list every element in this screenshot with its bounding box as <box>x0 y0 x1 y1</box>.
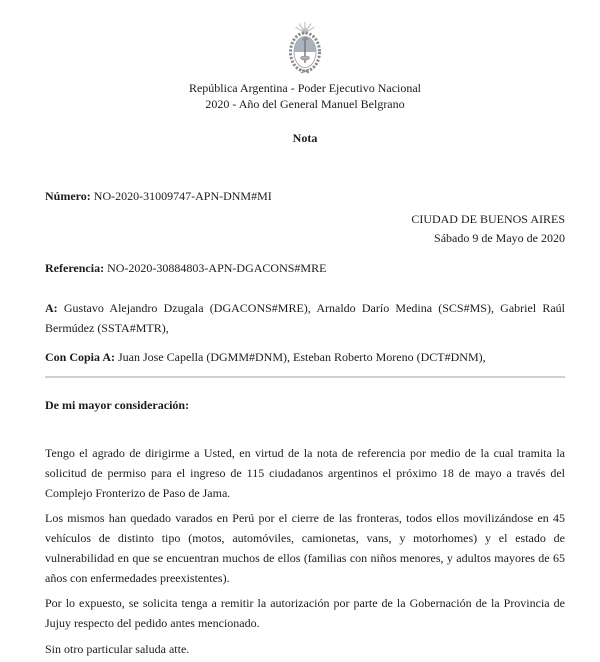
argentina-coat-of-arms-icon <box>45 0 565 74</box>
org-line-1: República Argentina - Poder Ejecutivo Nacional <box>188 81 422 95</box>
referencia-value: NO-2020-30884803-APN-DGACONS#MRE <box>107 261 327 275</box>
referencia-label: Referencia: <box>45 261 105 275</box>
separator-divider <box>45 376 565 378</box>
recipients-value: Gustavo Alejandro Dzugala (DGACONS#MRE), Arnaldo Darío Medina (SCS#MS), Gabriel Raúl Bermúdez (SSTA#MTR), <box>45 301 566 335</box>
place-date-block <box>45 210 565 248</box>
recipients-label: A: <box>45 301 58 315</box>
body-paragraph-1: Tengo el agrado de dirigirme a Usted, en virtud de la nota de referencia por medio de la cual tramita la solicitud de permiso para el ingreso de 115 ciudadanos argentinos el próximo 18 de mayo a través del Complejo Fronterizo de Paso de Jama. <box>45 446 565 500</box>
body-paragraph-3: Por lo expuesto, se solicita tenga a remitir la autorización por parte de la Gobernación de la Provincia de Jujuy respecto del pedido antes mencionado. <box>45 596 565 630</box>
city-line: CIUDAD DE BUENOS AIRES <box>411 212 565 226</box>
body-paragraph-2: Los mismos han quedado varados en Perú por el cierre de las fronteras, todos ellos movilizándose en 45 vehículos de distinto tipo (motos, automóviles, camionetas, vans, y motorhomes) y el estado de vulnerabilidad en que se encuentran muchos de ellos (familias con niños menores, y adultos mayores de 65 años con enfermedades preexistentes). <box>45 511 565 585</box>
salutation: De mi mayor consideración: <box>45 398 190 412</box>
cc-value: Juan Jose Capella (DGMM#DNM), Esteban Roberto Moreno (DCT#DNM), <box>118 350 486 364</box>
cc-label: Con Copia A: <box>45 350 116 364</box>
document-title: Nota <box>292 131 318 145</box>
date-line: Sábado 9 de Mayo de 2020 <box>434 231 565 245</box>
numero-line <box>45 188 565 204</box>
cc-line <box>45 347 565 367</box>
numero-label: Número: <box>45 189 91 203</box>
org-line-2: 2020 - Año del General Manuel Belgrano <box>205 97 405 111</box>
closing-line: Sin otro particular saluda atte. <box>45 642 190 656</box>
referencia-line <box>45 260 565 276</box>
recipients-line <box>45 298 565 338</box>
numero-value: NO-2020-31009747-APN-DNM#MI <box>93 189 272 203</box>
